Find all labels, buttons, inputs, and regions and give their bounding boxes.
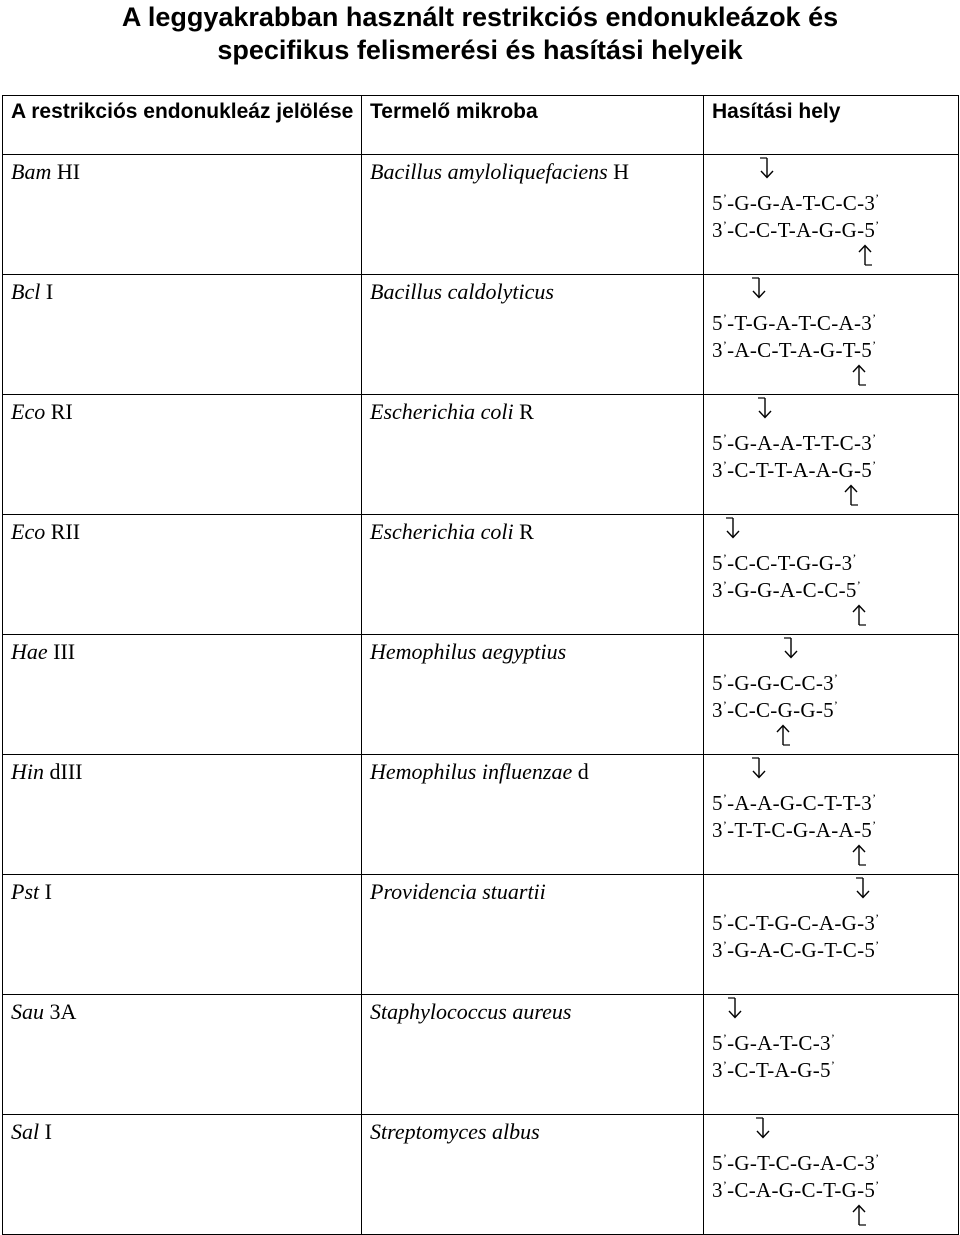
tick-mark: ’ [722,431,728,445]
enzyme-name-italic: Hae [11,639,48,664]
enzyme-name-cell [3,995,362,1115]
microbe-cell [362,395,704,515]
tick-mark: ’ [722,458,728,472]
cleavage-arrow-down-icon [758,157,776,179]
enzyme-name-italic: Pst [11,879,40,904]
enzyme-name-cell [3,755,362,875]
microbe-cell [362,1115,704,1235]
cleavage-arrow-down-icon [750,757,768,779]
microbe-cell [362,995,704,1115]
table-row [3,155,959,275]
tick-mark: ’ [875,218,880,232]
tick-mark: ’ [722,578,728,592]
bottom-strand-sequence: -C-C-G-G-5 [727,698,834,722]
enzyme-name-italic: Eco [11,519,46,544]
enzyme-name-italic: Sau [11,999,44,1024]
enzyme-name-cell [3,875,362,995]
microbe-cell [362,755,704,875]
header-site: Hasítási hely [704,96,959,155]
microbe-name-italic: Bacillus amyloliquefaciens [370,159,608,184]
header-row [3,96,959,155]
top-strand-sequence: -G-A-A-T-T-C-3 [727,431,873,455]
enzyme-name-italic: Sal [11,1119,40,1144]
tick-mark: ’ [872,431,877,445]
cleavage-site-cell [704,1115,959,1235]
enzyme-name-cell [3,275,362,395]
top-strand-prime: 5 [712,191,723,215]
table-row [3,635,959,755]
table-row [3,1115,959,1235]
bottom-strand [712,1172,879,1204]
enzyme-name-suffix: RI [50,399,73,424]
bottom-strand [712,572,861,604]
tick-mark: ’ [722,1058,728,1072]
cleavage-arrow-down-icon [750,277,768,299]
tick-mark: ’ [872,818,877,832]
top-strand-sequence: -C-T-G-C-A-G-3 [727,911,876,935]
tick-mark: ’ [875,1178,880,1192]
microbe-name-italic: Bacillus caldolyticus [370,279,554,304]
cleavage-site-cell [704,155,959,275]
tick-mark: ’ [872,338,877,352]
bottom-strand [712,332,876,364]
bottom-strand-prime: 3 [712,1178,723,1202]
top-strand-prime: 5 [712,1031,723,1055]
microbe-name-italic: Hemophilus aegyptius [370,639,567,664]
cleavage-arrow-down-icon [724,517,742,539]
tick-mark: ’ [722,911,728,925]
tick-mark: ’ [722,551,728,565]
microbe-name-suffix: R [519,519,534,544]
tick-mark: ’ [722,671,728,685]
tick-mark: ’ [722,311,728,325]
bottom-strand [712,692,838,724]
enzyme-name-cell [3,1115,362,1235]
enzyme-name-suffix: 3A [49,999,77,1024]
table-row [3,515,959,635]
title-line-2: specifikus felismerési és hasítási helyeik [217,35,743,65]
cleavage-arrow-up-icon [850,604,868,626]
bottom-strand-prime: 3 [712,938,723,962]
bottom-strand [712,212,879,244]
top-strand-prime: 5 [712,671,723,695]
top-strand-sequence: -G-A-T-C-3 [727,1031,831,1055]
cleavage-arrow-up-icon [850,844,868,866]
microbe-name-italic: Escherichia coli [370,399,514,424]
tick-mark: ’ [722,218,728,232]
top-strand-sequence: -G-T-C-G-A-C-3 [727,1151,876,1175]
bottom-strand [712,812,876,844]
enzyme-name-italic: Bcl [11,279,41,304]
bottom-strand-prime: 3 [712,218,723,242]
top-strand-prime: 5 [712,791,723,815]
top-strand-sequence: -G-G-C-C-3 [727,671,834,695]
enzyme-name-suffix: III [53,639,76,664]
microbe-name-italic: Providencia stuartii [370,879,546,904]
bottom-strand-prime: 3 [712,698,723,722]
enzyme-name-cell [3,515,362,635]
microbe-name-suffix: R [519,399,534,424]
enzyme-name-italic: Hin [11,759,44,784]
bottom-strand-prime: 3 [712,578,723,602]
cleavage-arrow-up-icon [856,244,874,266]
top-strand-prime: 5 [712,1151,723,1175]
bottom-strand-prime: 3 [712,818,723,842]
enzyme-name-suffix: I [44,879,52,904]
bottom-strand [712,1052,835,1084]
bottom-strand-sequence: -C-T-A-G-5 [727,1058,831,1082]
tick-mark: ’ [875,911,880,925]
header-microbe: Termelő mikroba [362,96,704,155]
enzyme-name-suffix: HI [56,159,81,184]
table-row [3,995,959,1115]
tick-mark: ’ [722,938,728,952]
tick-mark: ’ [875,938,880,952]
bottom-strand-prime: 3 [712,338,723,362]
bottom-strand-sequence: -A-C-T-A-G-T-5 [727,338,873,362]
microbe-name-italic: Streptomyces albus [370,1119,540,1144]
bottom-strand-sequence: -C-T-T-A-A-G-5 [727,458,873,482]
microbe-cell [362,875,704,995]
bottom-strand-prime: 3 [712,458,723,482]
tick-mark: ’ [722,1151,728,1165]
cleavage-arrow-up-icon [842,484,860,506]
microbe-name-italic: Staphylococcus aureus [370,999,572,1024]
tick-mark: ’ [722,791,728,805]
cleavage-arrow-down-icon [756,397,774,419]
header-enzyme: A restrikciós endonukleáz jelölése [3,96,362,155]
top-strand-prime: 5 [712,911,723,935]
cleavage-site-cell [704,515,959,635]
enzyme-name-suffix: I [44,1119,52,1144]
tick-mark: ’ [722,1031,728,1045]
cleavage-arrow-up-icon [774,724,792,746]
cleavage-site-cell [704,755,959,875]
table-row [3,395,959,515]
microbe-cell [362,635,704,755]
bottom-strand-sequence: -C-C-T-A-G-G-5 [727,218,876,242]
title-line-1: A leggyakrabban használt restrikciós endonukleázok és [121,2,839,32]
tick-mark: ’ [722,698,728,712]
top-strand-prime: 5 [712,431,723,455]
enzyme-name-italic: Bam [11,159,52,184]
bottom-strand-sequence: -C-A-G-C-T-G-5 [727,1178,876,1202]
top-strand-sequence: -G-G-A-T-C-C-3 [727,191,876,215]
bottom-strand-sequence: -G-A-C-G-T-C-5 [727,938,876,962]
cleavage-arrow-down-icon [854,877,872,899]
tick-mark: ’ [722,818,728,832]
cleavage-site-cell [704,395,959,515]
tick-mark: ’ [872,791,877,805]
microbe-cell [362,155,704,275]
microbe-name-suffix: d [577,759,589,784]
enzyme-name-cell [3,155,362,275]
cleavage-arrow-down-icon [754,1117,772,1139]
tick-mark: ’ [875,191,880,205]
tick-mark: ’ [872,311,877,325]
table-row [3,275,959,395]
cleavage-site-cell [704,635,959,755]
top-strand-sequence: -A-A-G-C-T-T-3 [727,791,873,815]
microbe-cell [362,515,704,635]
enzyme-name-cell [3,395,362,515]
table-row [3,875,959,995]
microbe-name-suffix: H [613,159,630,184]
tick-mark: ’ [833,698,839,712]
tick-mark: ’ [722,338,728,352]
cleavage-site-cell [704,995,959,1115]
tick-mark: ’ [872,458,877,472]
enzyme-name-cell [3,635,362,755]
bottom-strand-sequence: -T-T-C-G-A-A-5 [727,818,873,842]
tick-mark: ’ [875,1151,880,1165]
page-title [0,0,960,67]
top-strand-prime: 5 [712,551,723,575]
top-strand-prime: 5 [712,311,723,335]
cleavage-arrow-up-icon [850,364,868,386]
tick-mark: ’ [830,1058,836,1072]
bottom-strand [712,452,876,484]
enzyme-name-italic: Eco [11,399,46,424]
enzyme-table [2,95,959,1235]
bottom-strand [712,932,879,964]
tick-mark: ’ [852,551,857,565]
cleavage-site-cell [704,875,959,995]
tick-mark: ’ [830,1031,836,1045]
tick-mark: ’ [833,671,839,685]
top-strand-sequence: -T-G-A-T-C-A-3 [727,311,873,335]
cleavage-arrow-down-icon [726,997,744,1019]
enzyme-name-suffix: dIII [49,759,83,784]
tick-mark: ’ [722,191,728,205]
cleavage-arrow-up-icon [850,1204,868,1226]
bottom-strand-prime: 3 [712,1058,723,1082]
microbe-name-italic: Escherichia coli [370,519,514,544]
cleavage-arrow-down-icon [782,637,800,659]
table-row [3,755,959,875]
tick-mark: ’ [722,1178,728,1192]
tick-mark: ’ [856,578,861,592]
enzyme-name-suffix: I [45,279,54,304]
bottom-strand-sequence: -G-G-A-C-C-5 [727,578,857,602]
microbe-name-italic: Hemophilus influenzae [370,759,573,784]
microbe-cell [362,275,704,395]
top-strand-sequence: -C-C-T-G-G-3 [727,551,853,575]
cleavage-site-cell [704,275,959,395]
enzyme-name-suffix: RII [50,519,81,544]
